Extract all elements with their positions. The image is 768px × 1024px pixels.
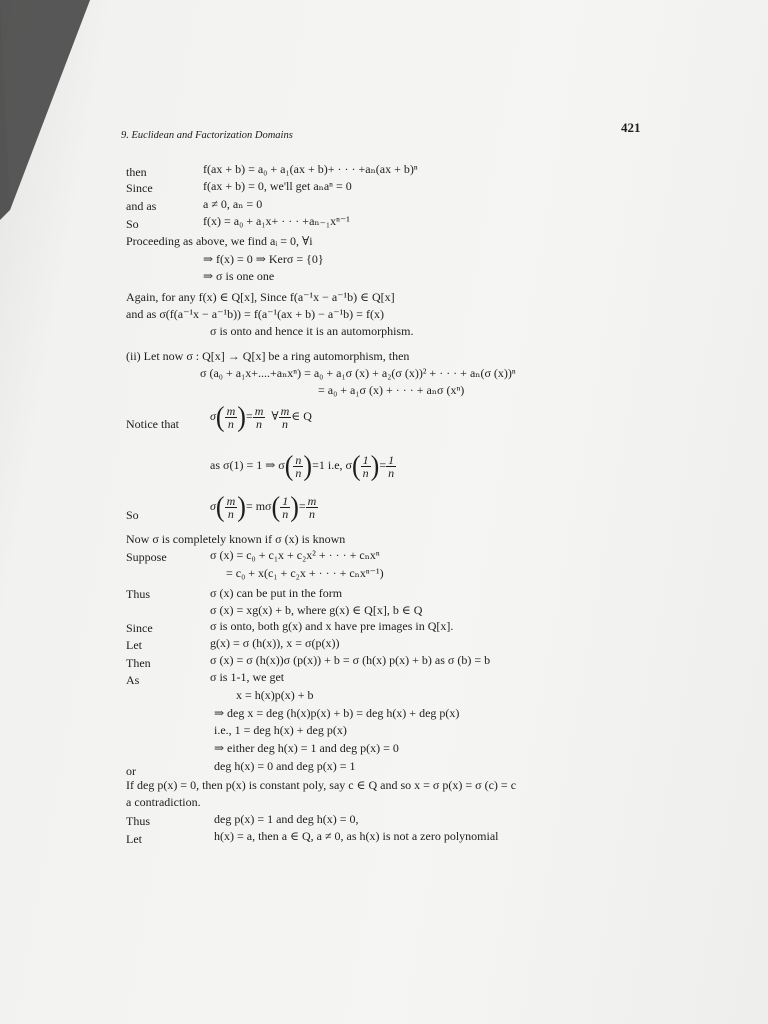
- equation-line: = a₀ + a₁σ (x) + · · · + aₙσ (xⁿ): [318, 383, 465, 397]
- line-label: Notice that: [126, 417, 179, 431]
- equation-line: deg p(x) = 1 and deg h(x) = 0,: [214, 812, 359, 826]
- equation-line: σ (a₀ + a₁x+....+aₙxⁿ) = a₀ + a₁σ (x) + a₂(σ (x))² + · · · + aₙ(σ (x))ⁿ: [200, 366, 516, 380]
- equation-line: f(ax + b) = 0, we'll get aₙaⁿ = 0: [203, 179, 352, 193]
- equation-line: ⇒ f(x) = 0 ⇒ Kerσ = {0}: [203, 252, 324, 266]
- line-label: Suppose: [126, 550, 167, 564]
- line-label: then: [126, 165, 147, 179]
- line-label: Let: [126, 832, 142, 846]
- line-label: Let: [126, 638, 142, 652]
- equation-line: ⇒ either deg h(x) = 1 and deg p(x) = 0: [214, 741, 399, 755]
- line-label: As: [126, 673, 140, 687]
- text-line: Now σ is completely known if σ (x) is known: [126, 532, 346, 546]
- equation-line: deg h(x) = 0 and deg p(x) = 1: [214, 759, 356, 773]
- equation-line: x = h(x)p(x) + b: [236, 688, 314, 702]
- equation-line: g(x) = σ (h(x)), x = σ(p(x)): [210, 636, 340, 650]
- page-number: 421: [621, 120, 641, 135]
- line-label: Then: [126, 656, 151, 670]
- equation-line: i.e., 1 = deg h(x) + deg p(x): [214, 723, 347, 737]
- equation-line: h(x) = a, then a ∈ Q, a ≠ 0, as h(x) is not a zero polynomial: [214, 829, 499, 843]
- equation-line: σ is onto, both g(x) and x have pre images in Q[x].: [210, 619, 454, 633]
- text-line: a contradiction.: [126, 795, 201, 809]
- text-line: σ is onto and hence it is an automorphism.: [210, 324, 414, 338]
- equation-line: σ (x) = c₀ + c₁x + c₂x² + · · · + cₙxⁿ: [210, 548, 380, 562]
- running-head: 9. Euclidean and Factorization Domains: [121, 130, 293, 141]
- equation-line: σ (x) = xg(x) + b, where g(x) ∈ Q[x], b ∈ Q: [210, 603, 423, 617]
- line-label: Since: [126, 181, 153, 195]
- text-line: If deg p(x) = 0, then p(x) is constant poly, say c ∈ Q and so x = σ p(x) = σ (c) = c: [126, 778, 517, 792]
- text-line: Again, for any f(x) ∈ Q[x], Since f(a⁻¹x − a⁻¹b) ∈ Q[x]: [126, 290, 395, 304]
- line-label: and as: [126, 199, 157, 213]
- equation-line: a ≠ 0, aₙ = 0: [203, 197, 263, 211]
- equation-line: σ (x) can be put in the form: [210, 586, 343, 600]
- line-label: Since: [126, 621, 153, 635]
- equation-line: = c₀ + x(c₁ + c₂x + · · · + cₙxⁿ⁻¹): [226, 566, 384, 580]
- equation-line: ⇒ σ is one one: [203, 269, 275, 283]
- equation-line: σ (x) = σ (h(x))σ (p(x)) + b = σ (h(x) p(x) + b) as σ (b) = b: [210, 653, 491, 667]
- page-fold-shadow: [0, 0, 90, 220]
- text-line: Proceeding as above, we find aᵢ = 0, ∀i: [126, 234, 313, 248]
- line-label: So: [126, 217, 139, 231]
- fraction-equation: σ( $\frac{m}{n}$ )= $\frac{m}{n}$ ∀ $\frac{m}{n}$ ∈ Q: [210, 400, 312, 433]
- text-line: and as σ(f(a⁻¹x − a⁻¹b)) = f(a⁻¹(ax + b) − a⁻¹b) = f(x): [126, 307, 384, 321]
- line-label: Thus: [126, 587, 150, 601]
- line-label: Thus: [126, 814, 150, 828]
- equation-line: σ is 1-1, we get: [210, 670, 285, 684]
- equation-line: ⇒ deg x = deg (h(x)p(x) + b) = deg h(x) + deg p(x): [214, 706, 460, 720]
- text-line: (ii) Let now σ : Q[x] → Q[x] be a ring automorphism, then: [126, 349, 410, 363]
- line-label: So: [126, 508, 139, 522]
- fraction-equation: as σ(1) = 1 ⇒ σ( $\frac{n}{n}$ )=1 i.e, σ( $\frac{1}{n}$ )= $\frac{1}{n}$: [210, 449, 395, 482]
- fraction-equation: σ( $\frac{m}{n}$ )= mσ( $\frac{1}{n}$ )= $\frac{m}{n}$: [210, 490, 317, 523]
- line-label: or: [126, 764, 136, 778]
- equation-line: f(x) = a₀ + a₁x+ · · · +aₙ₋₁xⁿ⁻¹: [203, 214, 350, 228]
- equation-line: f(ax + b) = a₀ + a₁(ax + b)+ · · · +aₙ(ax + b)ⁿ: [203, 162, 418, 176]
